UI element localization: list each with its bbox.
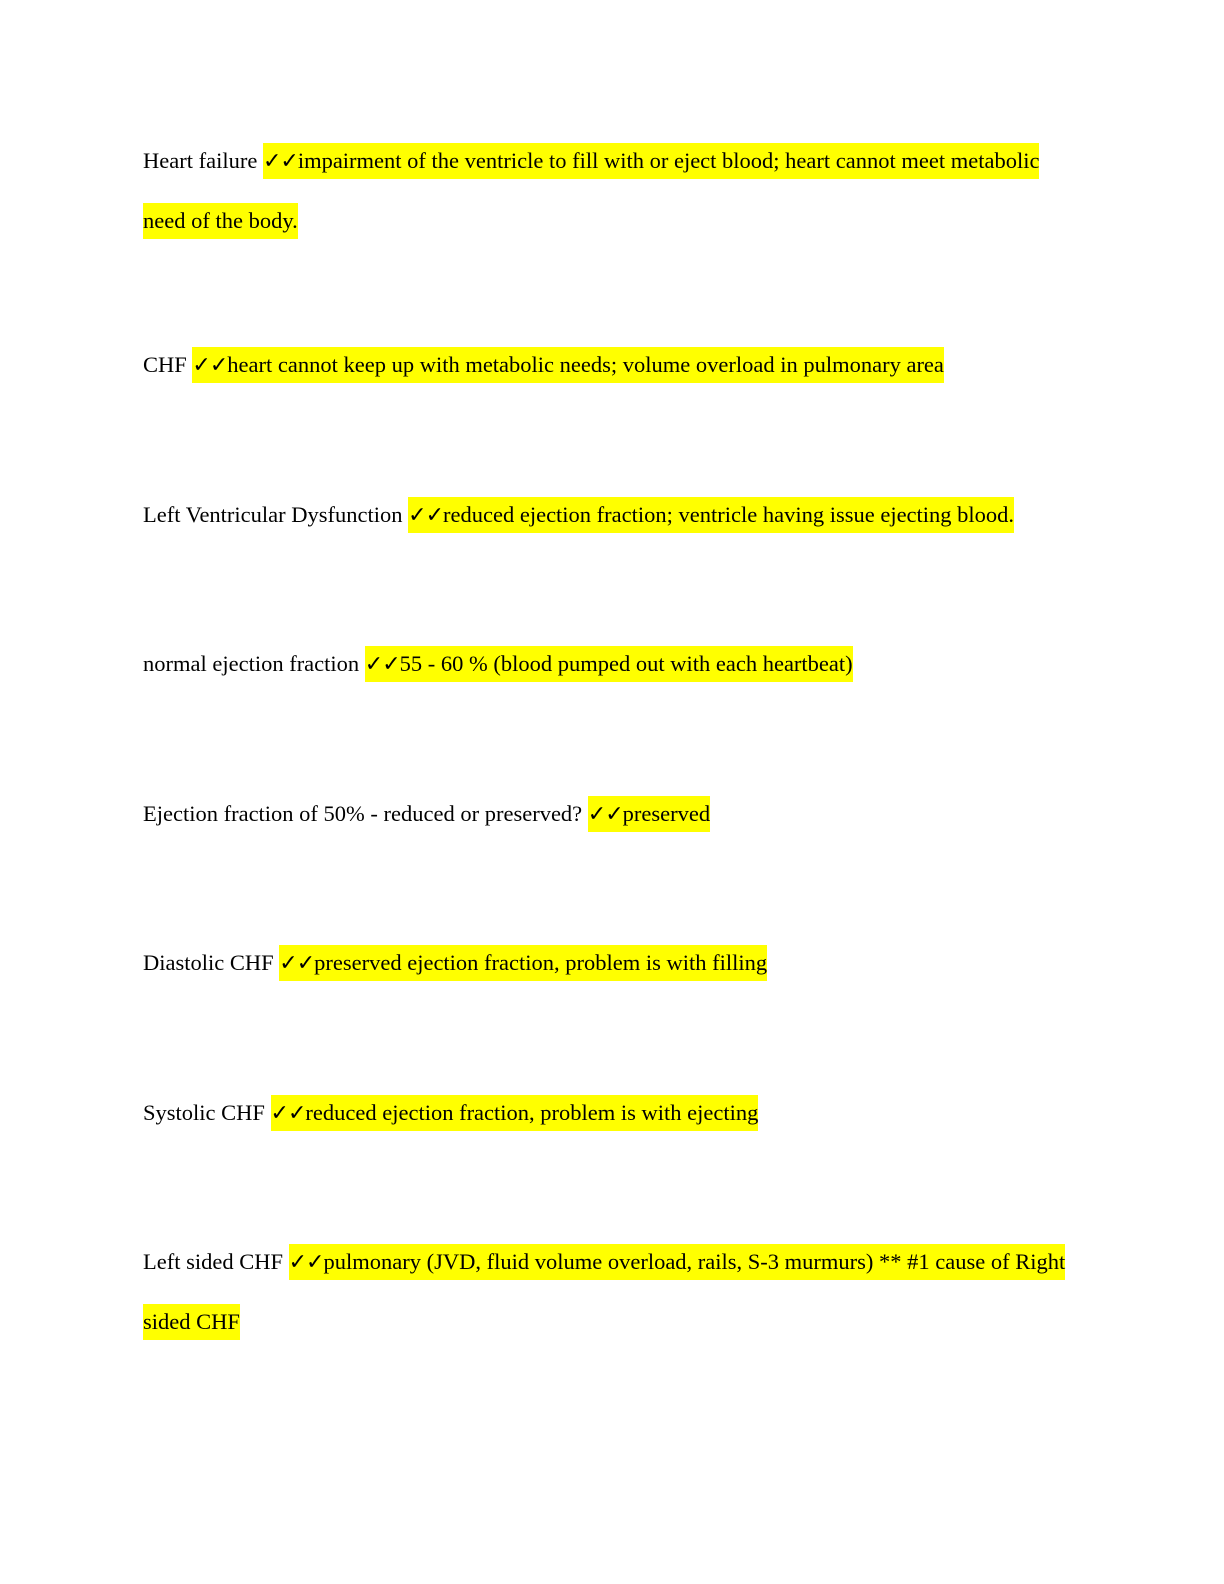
check-marks-icon: ✓✓: [279, 951, 315, 976]
term-text: normal ejection fraction: [143, 651, 360, 676]
check-marks-icon: ✓✓: [192, 353, 228, 378]
check-marks-icon: ✓✓: [408, 503, 444, 528]
term-text: CHF: [143, 352, 187, 377]
term-text: Diastolic CHF: [143, 950, 274, 975]
answer-highlight: [588, 796, 710, 832]
term-text: Left sided CHF: [143, 1249, 283, 1274]
flashcard-entry: [143, 634, 1083, 694]
flashcard-entry: [143, 335, 1083, 395]
answer-highlight: [279, 945, 767, 981]
answer-highlight: [192, 347, 944, 383]
answer-text: heart cannot keep up with metabolic needs; volume overload in pulmonary area: [227, 352, 944, 377]
answer-text: reduced ejection fraction; ventricle having issue ejecting blood.: [443, 502, 1015, 527]
term-text: Heart failure: [143, 148, 258, 173]
answer-text: reduced ejection fraction, problem is with ejecting: [305, 1100, 759, 1125]
flashcard-entry: [143, 933, 1083, 993]
check-marks-icon: ✓✓: [288, 1250, 324, 1275]
answer-text: impairment of the ventricle to fill with or eject blood; heart cannot meet metabolic need of the body.: [143, 148, 1040, 233]
term-text: Ejection fraction of 50% - reduced or preserved?: [143, 801, 583, 826]
answer-highlight: [408, 497, 1014, 533]
flashcard-entry: [143, 1083, 1083, 1143]
answer-text: pulmonary (JVD, fluid volume overload, rails, S-3 murmurs) ** #1 cause of Right sided CHF: [143, 1249, 1066, 1334]
answer-highlight: [271, 1095, 759, 1131]
check-marks-icon: ✓✓: [364, 652, 400, 677]
term-text: Left Ventricular Dysfunction: [143, 502, 403, 527]
answer-text: preserved: [622, 801, 711, 826]
check-marks-icon: ✓✓: [262, 149, 298, 174]
flashcard-entry: [143, 784, 1083, 844]
flashcard-entry: [143, 485, 1083, 545]
flashcard-entry: [143, 131, 1083, 250]
answer-highlight: [365, 646, 853, 682]
answer-highlight: [143, 143, 1039, 239]
check-marks-icon: ✓✓: [270, 1101, 306, 1126]
answer-text: preserved ejection fraction, problem is with filling: [314, 950, 768, 975]
term-text: Systolic CHF: [143, 1100, 265, 1125]
flashcard-entry: [143, 1232, 1083, 1351]
check-marks-icon: ✓✓: [587, 802, 623, 827]
answer-text: 55 - 60 % (blood pumped out with each heartbeat): [399, 651, 853, 676]
